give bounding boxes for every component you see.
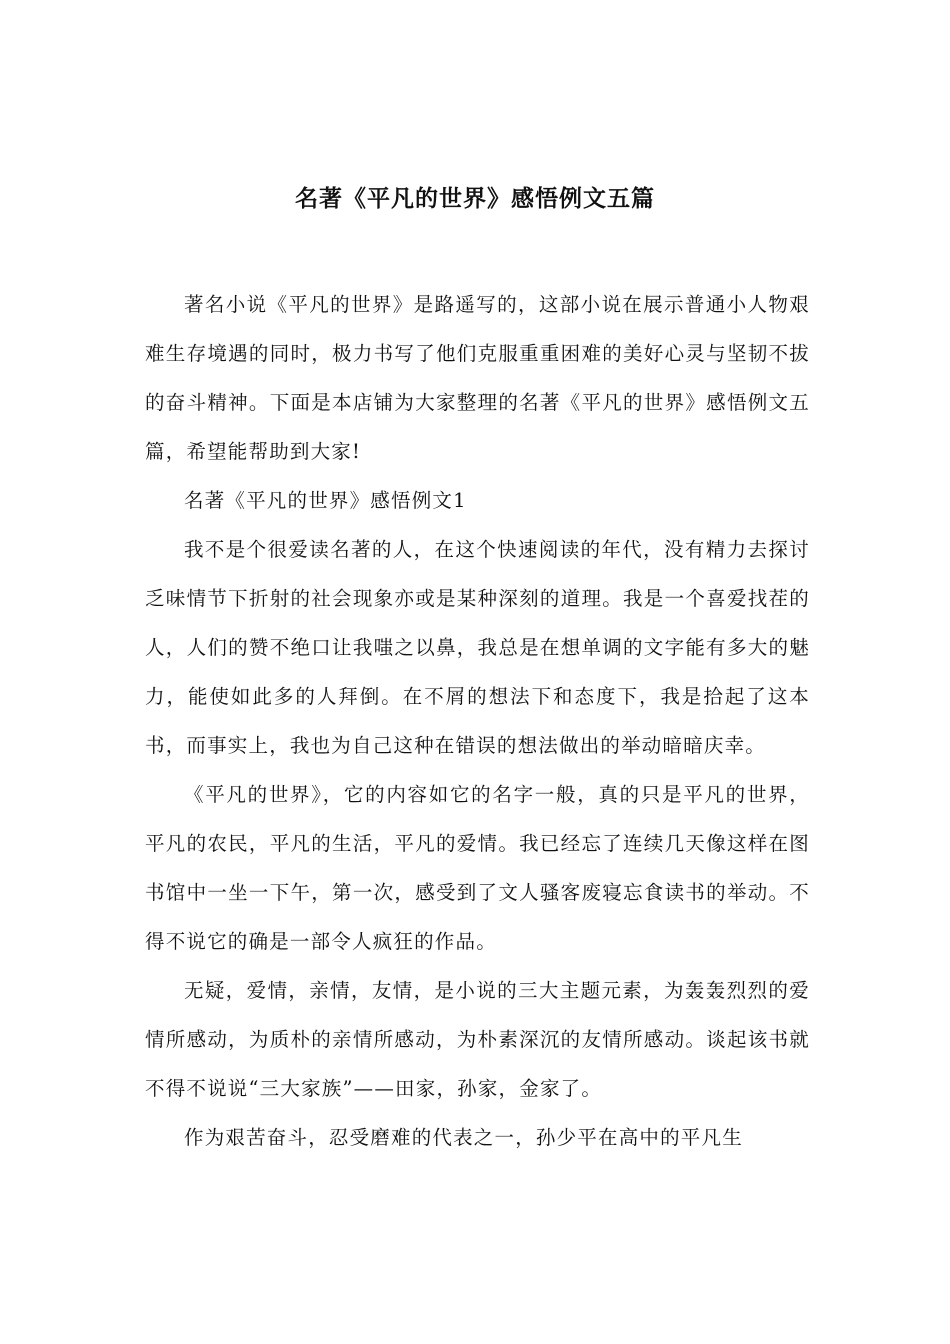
intro-paragraph: 著名小说《平凡的世界》是路遥写的，这部小说在展示普通小人物艰难生存境遇的同时，极力书写了他们克服重重困难的美好心灵与坚韧不拔的奋斗精神。下面是本店铺为大家整理的名著《平凡的世界》感悟例文五篇，希望能帮助到大家! (145, 293, 810, 463)
body-paragraph: 我不是个很爱读名著的人，在这个快速阅读的年代，没有精力去探讨乏味情节下折射的社会现象亦或是某种深刻的道理。我是一个喜爱找茬的人，人们的赞不绝口让我嗤之以鼻，我总是在想单调的文字能有多大的魅力，能使如此多的人拜倒。在不屑的想法下和态度下，我是拾起了这本书，而事实上，我也为自己这种在错误的想法做出的举动暗暗庆幸。 (145, 538, 810, 757)
section-heading: 名著《平凡的世界》感悟例文1 (184, 489, 467, 512)
body-paragraph: 《平凡的世界》，它的内容如它的名字一般，真的只是平凡的世界，平凡的农民，平凡的生活，平凡的爱情。我已经忘了连续几天像这样在图书馆中一坐一下午，第一次，感受到了文人骚客废寝忘食读书的举动。不得不说它的确是一部令人疯狂的作品。 (145, 783, 810, 953)
document-title: 名著《平凡的世界》感悟例文五篇 (295, 185, 655, 212)
document-body (145, 280, 810, 1162)
body-paragraph: 无疑，爱情，亲情，友情，是小说的三大主题元素，为轰轰烈烈的爱情所感动，为质朴的亲情所感动，为朴素深沉的友情所感动。谈起该书就不得不说说“三大家族”——田家，孙家，金家了。 (145, 979, 810, 1100)
body-paragraph: 作为艰苦奋斗，忍受磨难的代表之一，孙少平在高中的平凡生 (184, 1126, 743, 1149)
